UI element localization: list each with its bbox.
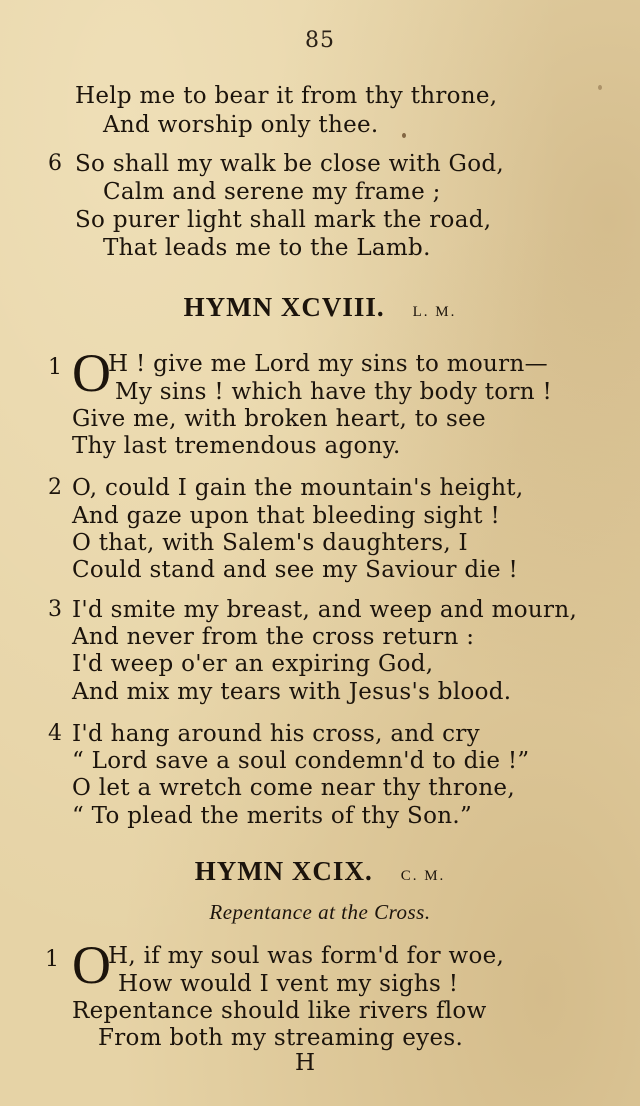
verse-line: O that, with Salem's daughters, I [72, 530, 468, 556]
verse-line: And gaze upon that bleeding sight ! [72, 503, 500, 529]
verse-line: So shall my walk be close with God, [75, 151, 505, 177]
hymn-heading [0, 856, 640, 887]
verse-line: Help me to bear it from thy throne, [75, 83, 498, 109]
stanza-number: 1 [48, 355, 62, 380]
verse-line: “ To plead the merits of thy Son.” [72, 803, 473, 829]
verse-line: I'd hang around his cross, and cry [72, 721, 480, 747]
verse-line: And mix my tears with Jesus's blood. [72, 679, 512, 705]
hymn-title: HYMN XCVIII. [183, 292, 385, 322]
verse-line: I'd weep o'er an expiring God, [72, 651, 434, 677]
verse-line: How would I vent my sighs ! [118, 971, 459, 997]
verse-line: Calm and serene my frame ; [103, 179, 441, 205]
verse-line: Could stand and see my Saviour die ! [72, 557, 519, 583]
stanza-number: 1 [45, 947, 59, 972]
signature-mark: H [294, 1050, 316, 1076]
hymn-meter: L. M. [412, 304, 457, 320]
verse-line: Repentance should like rivers flow [72, 998, 487, 1024]
hymn-meter: C. M. [400, 868, 446, 884]
verse-line: I'd smite my breast, and weep and mourn, [72, 597, 578, 623]
verse-line: So purer light shall mark the road, [75, 207, 492, 233]
verse-line: “ Lord save a soul condemn'd to die !” [72, 748, 530, 774]
verse-line: O let a wretch come near thy throne, [72, 775, 515, 801]
verse-line: That leads me to the Lamb. [103, 235, 431, 261]
drop-cap: O [72, 343, 111, 403]
verse-line: And worship only thee. [103, 112, 379, 138]
paper-speck [402, 133, 406, 138]
verse-line: H, if my soul was form'd for woe, [108, 943, 505, 969]
hymn-subtitle: Repentance at the Cross. [209, 900, 431, 924]
paper-speck [598, 85, 602, 90]
verse-line: And never from the cross return : [72, 624, 475, 650]
stanza-number: 2 [48, 475, 62, 500]
hymn-title: HYMN XCIX. [194, 856, 373, 886]
stanza-number: 4 [48, 721, 62, 746]
verse-line: H ! give me Lord my sins to mourn— [108, 351, 548, 377]
hymn-heading [0, 292, 640, 323]
stanza-number: 3 [48, 597, 62, 622]
page-number: 85 [305, 28, 335, 53]
verse-line: Give me, with broken heart, to see [72, 406, 486, 432]
verse-line: O, could I gain the mountain's height, [72, 475, 524, 501]
verse-line: Thy last tremendous agony. [72, 433, 401, 459]
drop-cap: O [72, 935, 111, 995]
stanza-number: 6 [48, 151, 62, 176]
verse-line: From both my streaming eyes. [98, 1025, 464, 1051]
verse-line: My sins ! which have thy body torn ! [115, 379, 553, 405]
